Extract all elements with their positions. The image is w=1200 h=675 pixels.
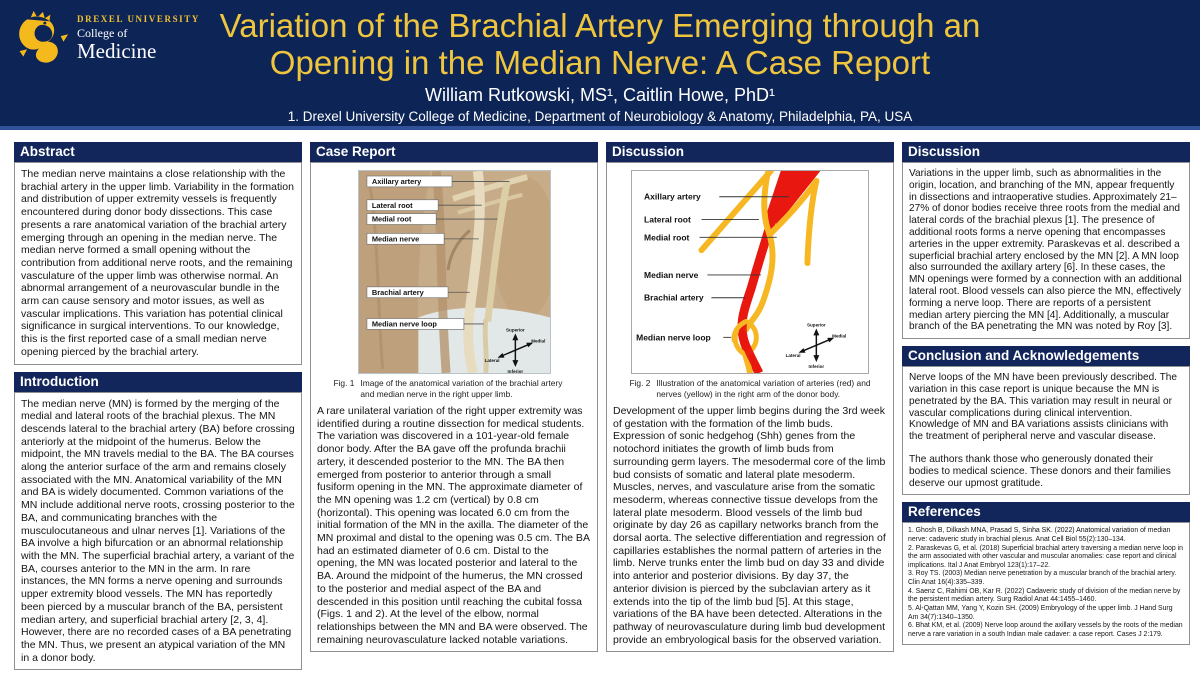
svg-text:Brachial artery: Brachial artery [644,292,704,303]
section-header-conclusion: Conclusion and Acknowledgements [902,346,1190,366]
svg-text:Medial root: Medial root [644,232,690,243]
column-3 [606,142,894,659]
reference-item: 4. Saenz C, Rahimi OB, Kar R. (2022) Cadaveric study of division of the median nerve by the persistent median artery. Surg Radiol Anat 44:1455–1460. [908,587,1181,604]
section-header-abstract: Abstract [14,142,302,162]
svg-text:Medial: Medial [832,333,847,339]
dragon-icon [14,10,70,66]
column-1 [14,142,302,675]
cadaver-dissection-photo [358,170,551,374]
figure-2 [613,170,887,399]
fig2-caption: Fig. 2 Illustration of the anatomical variation of arteries (red) and nerves (yellow) in the right arm of the donor body. [629,378,871,399]
svg-text:Axillary artery: Axillary artery [644,191,701,202]
discussion-embryology-text: Development of the upper limb begins during the 3rd week of gestation with the formation of the limb buds. Expression of sonic hedgehog (Shh) genes from the notochord initiates the growth of limb buds from surrounding germ layers. The mesodermal core of the limb bud consists of somatic and lateral plate mesoderm. Muscles, nerves, and vasculature arise from the somatic mesoderm, whereas connective tissue develops from the lateral plate mesoderm. Blood vessels of the limb bud originate by day 26 as capillary networks branch from the dorsal aorta. The selective differentiation and regression of capillaries establishes the normal pattern of arteries in the limb. Nerve trunks enter the limb bud on day 33 and divide into anterior and posterior divisions. By day 37, the anterior division is pierced by the subclavian artery as it extends into the tip of the limb bud [5]. At this stage, variations of the BA have been detected. Alterations in the pathway of neurovasculature during limb bud development provide an embryological basis for the observed variation. [613,405,886,646]
logo-university-text: DREXEL UNIVERSITY [77,14,200,24]
panel-discussion-clinical [902,142,1190,339]
poster-title: Variation of the Brachial Artery Emerging through an Opening in the Median Nerve: A Case Report [219,7,981,82]
svg-text:Median nerve: Median nerve [371,234,419,244]
anatomy-illustration [631,170,869,374]
section-header-discussion-2: Discussion [902,142,1190,162]
section-header-discussion-1: Discussion [606,142,894,162]
svg-text:Superior: Superior [505,327,525,333]
figure-1 [317,170,591,399]
section-header-references: References [902,502,1190,522]
svg-text:Inferior: Inferior [507,368,523,374]
reference-item: 2. Paraskevas G, et al. (2018) Superficial brachial artery traversing a median nerve loop in the arm associated with other vascular and muscular anomalies: case report and clinical implications. Ital J Anat Embryol 123(1):17–22. [908,544,1183,569]
svg-text:Median nerve loop: Median nerve loop [371,319,437,329]
svg-text:Lateral root: Lateral root [644,214,691,225]
poster-affiliation: 1. Drexel University College of Medicine, Department of Neurobiology & Anatomy, Philadelphia, PA, USA [287,108,913,124]
panel-abstract [14,142,302,365]
case-report-text: A rare unilateral variation of the right upper extremity was identified during a routine dissection for medical students. The variation was discovered in a 101-year-old female donor body. After the BA gave off the profunda brachii artery, it descended posterior to the MN. The BA then emerged from posterior to anterior through a small fusiform opening in the MN. The approximate diameter of the MN opening was 1.2 cm (vertical) by 0.8 cm (horizontal). This opening was located 6.0 cm from the initial formation of the MN in the axilla. The diameter of the MN proximal and distal to the opening was 0.5 cm. The BA had an estimated diameter of 0.6 cm. Distal to the opening, the MN was located posterior and lateral to the BA. Around the midpoint of the humerus, the MN crossed to the posterior and medial aspect of the BA and descended in this position until reaching the cubital fossa (Figs. 1 and 2). At the level of the elbow, normal relationships between the MN and BA were observed. The remaining neurovasculature lacked notable variations. [317,405,590,646]
svg-text:Superior: Superior [806,322,826,328]
reference-item: 3. Roy TS. (2003) Median nerve penetration by a muscular branch of the brachial artery. Clin Anat 16(4):335–339. [908,570,1177,586]
panel-conclusion [902,346,1190,495]
drexel-logo [14,10,200,66]
abstract-text: The median nerve maintains a close relationship with the brachial artery in the upper limb. Variability in the formation and distribution of upper extremity vessels is frequently encountered during donor body dissections. This case presents a rare anatomical variation of the brachial artery emerging through an opening in the median nerve. The median nerve formed a small opening without the contribution from additional nerve roots, and the remaining vasculature of the upper limb was otherwise normal. An abnormal arrangement of a neurovascular bundle in the arm can cause sensory and motor issues, as well as vascular implications. This variation has potential clinical significance in surgical interventions. To our knowledge, this is the first reported case of a small median nerve opening pierced by the brachial artery. [14,162,302,365]
discussion-clinical-text: Variations in the upper limb, such as abnormalities in the origin, location, and branching of the MN, appear frequently in dissections and intraoperative studies. Approximately 21–27% of donor bodies receive three roots from the medial and lateral cords of the brachial plexus [1]. The presence of additional roots forms a nerve opening that encompasses arteries in the upper extremity. Paraskevas et al. described a superficial brachial artery enclosed by the MN [2]. A MN loop also surrounded the axillary artery [6]. In these cases, the MN openings were formed by a connection with an additional lateral root. Blood vessels can also pierce the MN, effectively forming a nerve loop. There are reports of a persistent median artery piercing the MN [4]. Additionally, a muscular branch of the BA penetrating the MN was noted by Roy [3]. [902,162,1190,339]
column-2 [310,142,598,659]
conclusion-paragraph-1: Nerve loops of the MN have been previously described. The variation in this case report is unique because the MN is penetrated by the BA. This variation may result in neural or vascular complications during clinical intervention. Knowledge of MN and BA variations assists clinicians with the treatment of peripheral nerve and vascular disease. [909,372,1178,443]
references-list [902,522,1190,644]
svg-text:Medial: Medial [530,338,545,344]
fig1-caption: Fig. 1 Image of the anatomical variation of the brachial artery and median nerve in the right upper limb. [333,378,563,399]
column-4 [902,142,1190,652]
svg-text:Median nerve loop: Median nerve loop [636,332,711,343]
svg-text:Lateral: Lateral [785,353,801,359]
case-report-content [310,162,598,652]
acknowledgements-paragraph: The authors thank those who generously donated their bodies to medical science. These donors and their families deserve our upmost gratitude. [909,453,1171,489]
introduction-text: The median nerve (MN) is formed by the merging of the medial and lateral roots of the brachial plexus. The MN descends lateral to the brachial artery (BA) before crossing anteriorly at the midpoint of the humerus. Below the midpoint, the MN travels medial to the BA. The BA courses along the anterior surface of the arm and remains closely associated with the MN. Anatomical variability of the MN and BA is widely documented. Common variations of the MN include additional nerve roots, crossing posterior to the BA, and communicating branches with the musculocutaneous and ulnar nerves [1]. Variations of the BA involve a high bifurcation or an abnormal relationship with the MN. The superficial brachial artery, a variant of the BA, courses anterior to the MN in the arm. In rare instances, the MN forms a nerve opening and surrounds upper extremity blood vessels. The MN has reportedly been pierced by a muscular branch of the BA, persistent median artery, and superficial brachial artery [2, 3, 4]. However, there are no recorded cases of a BA penetrating the MN. Thus, we present an atypical variation of the MN in a donor body. [14,392,302,671]
panel-case-report [310,142,598,652]
poster-authors: William Rutkowski, MS¹, Caitlin Howe, PhD¹ [424,84,776,105]
panel-discussion-embryology [606,142,894,652]
svg-text:Inferior: Inferior [808,364,825,370]
panel-introduction [14,372,302,671]
svg-text:Medial root: Medial root [371,214,411,224]
logo-medicine-text: Medicine [77,39,157,63]
reference-item: 6. Bhat KM, et al. (2009) Nerve loop around the axillary vessels by the roots of the median nerve a rare variation in a south Indian male cadaver: a case report. Cases J 2:179. [908,622,1183,638]
poster-header [0,0,1200,130]
section-header-introduction: Introduction [14,372,302,392]
svg-text:Brachial artery: Brachial artery [371,287,424,297]
svg-text:Lateral root: Lateral root [371,200,413,210]
logo-college-text: College of [77,26,128,40]
conclusion-content [902,366,1190,495]
reference-item: 1. Ghosh B, Dilkash MNA, Prasad S, Sinha SK. (2022) Anatomical variation of median nerve: cadaveric study in brachial plexus. Anat Cell Biol 55(2):130–134. [908,527,1171,543]
svg-text:Axillary artery: Axillary artery [371,177,421,187]
panel-references [902,502,1190,644]
poster-body [0,130,1200,675]
svg-text:Median nerve: Median nerve [644,269,699,280]
reference-item: 5. Al-Qattan MM, Yang Y, Kozin SH. (2009) Embryology of the upper limb. J Hand Surg Am 34(7):1340–1350. [908,605,1173,621]
svg-text:Lateral: Lateral [484,358,500,364]
section-header-case-report: Case Report [310,142,598,162]
discussion-embryology-content [606,162,894,652]
